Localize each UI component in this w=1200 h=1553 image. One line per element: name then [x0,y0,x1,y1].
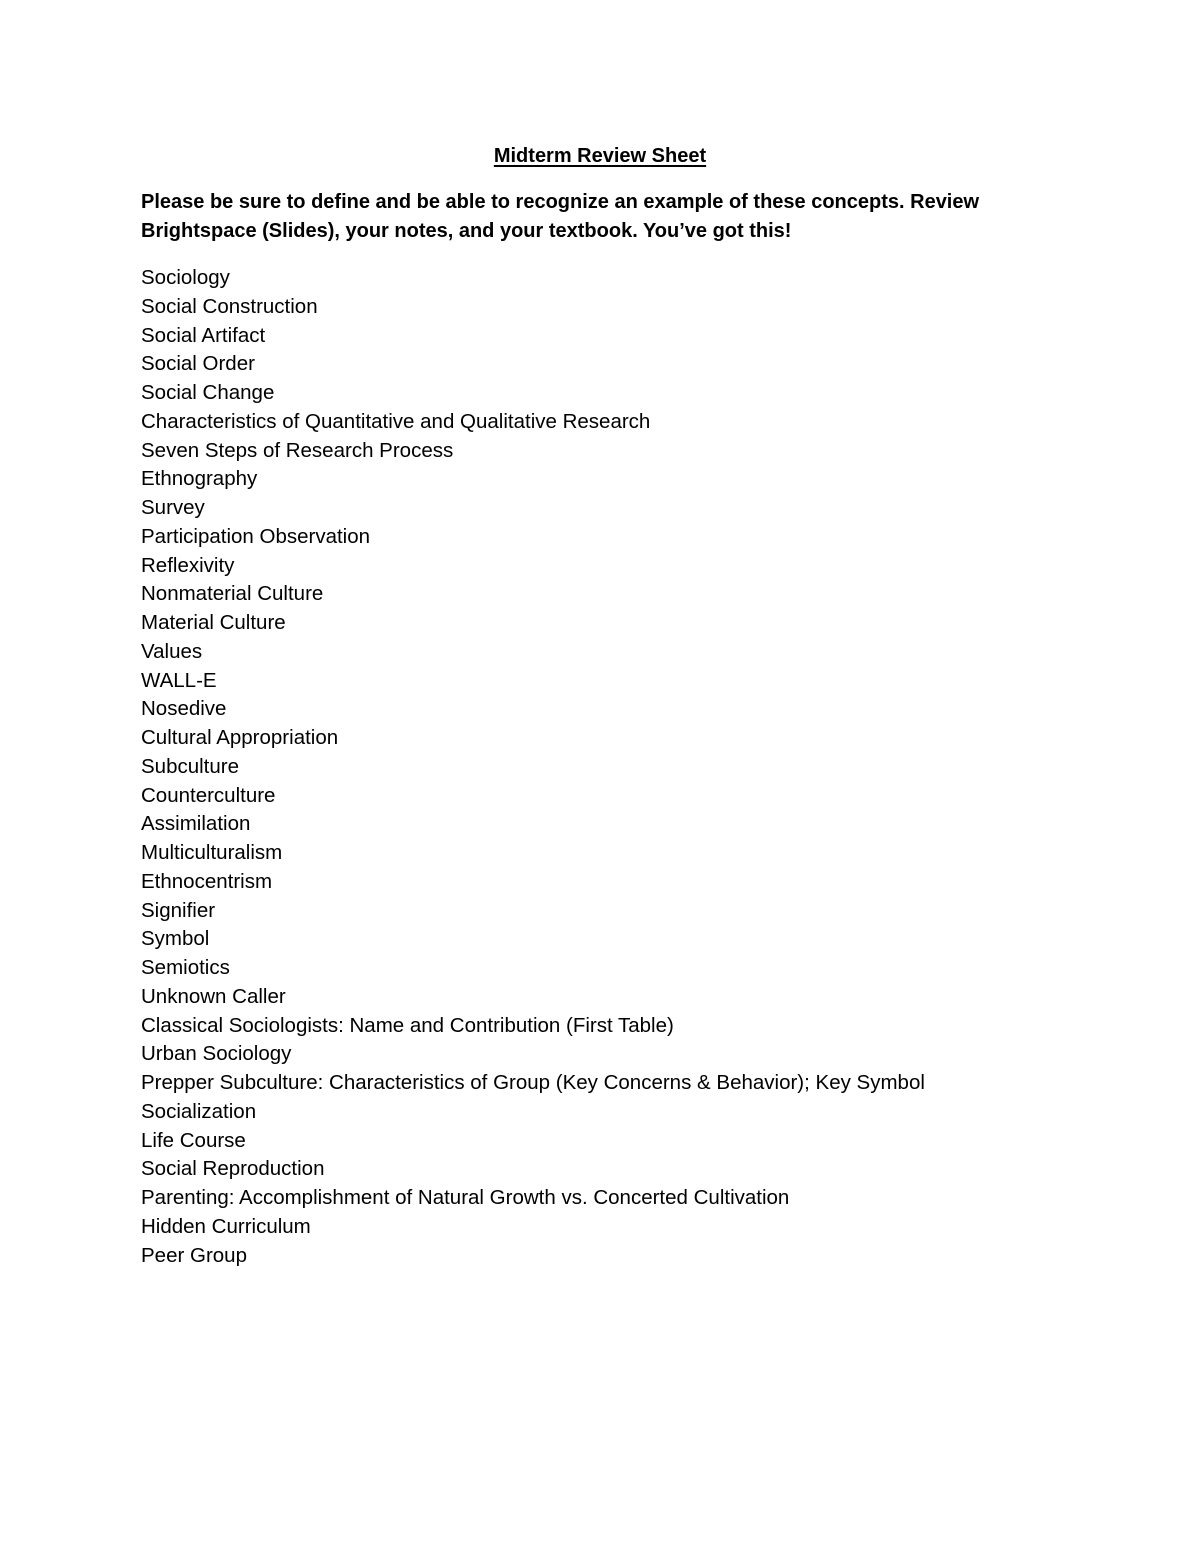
page-title-text: Midterm Review Sheet [493,145,707,167]
concept-list-item: Assimilation [141,812,251,836]
concept-list-item: Life Course [141,1128,246,1152]
concept-list-item: Symbol [141,927,210,951]
concept-list-item: Subculture [141,754,240,778]
concept-list-item: Ethnocentrism [141,869,273,893]
concept-list-item: Participation Observation [141,524,371,548]
concept-list-item: Peer Group [141,1243,247,1267]
concept-list-item: Classical Sociologists: Name and Contribution (First Table) [141,1013,674,1037]
concept-list-item: Signifier [141,898,216,922]
concept-list-item: Social Construction [141,294,318,318]
concept-list-item: Unknown Caller [141,984,286,1008]
concept-list-item: Semiotics [141,956,230,979]
concept-list-item: Characteristics of Quantitative and Qualitative Research [141,409,651,433]
instructions-paragraph: Please be sure to define and be able to recognize an example of these concepts. Review Brightspace (Slides), your notes, and your textbook. You’ve got this! [141,191,980,242]
concept-list-item: WALL-E [141,668,217,692]
concept-list-item: Social Reproduction [141,1157,325,1181]
concept-list-item: Parenting: Accomplishment of Natural Growth vs. Concerted Cultivation [141,1186,790,1209]
concept-list-item: Survey [141,496,205,519]
concept-list-item: Nonmaterial Culture [141,582,324,606]
concept-list-item: Hidden Curriculum [141,1214,311,1238]
concept-list-item: Socialization [141,1099,257,1123]
concept-list-item: Nosedive [141,697,227,721]
concept-list-item: Social Change [141,381,275,404]
concept-list [141,264,1091,1270]
concept-list-item: Social Order [141,352,255,376]
concept-list-item: Urban Sociology [141,1042,292,1066]
concept-list-item: Ethnography [141,467,258,491]
concept-list-item: Sociology [141,266,230,289]
concept-list-item: Prepper Subculture: Characteristics of Group (Key Concerns & Behavior); Key Symbol [141,1071,925,1094]
concept-list-item: Seven Steps of Research Process [141,438,454,462]
concept-list-item: Reflexivity [141,553,235,577]
concept-list-item: Multiculturalism [141,841,283,864]
concept-list-item: Cultural Appropriation [141,726,339,749]
concept-list-item: Counterculture [141,783,276,807]
concept-list-item: Values [141,639,203,663]
concept-list-item: Social Artifact [141,323,266,347]
concept-list-item: Material Culture [141,611,286,634]
page-title [0,143,1200,169]
